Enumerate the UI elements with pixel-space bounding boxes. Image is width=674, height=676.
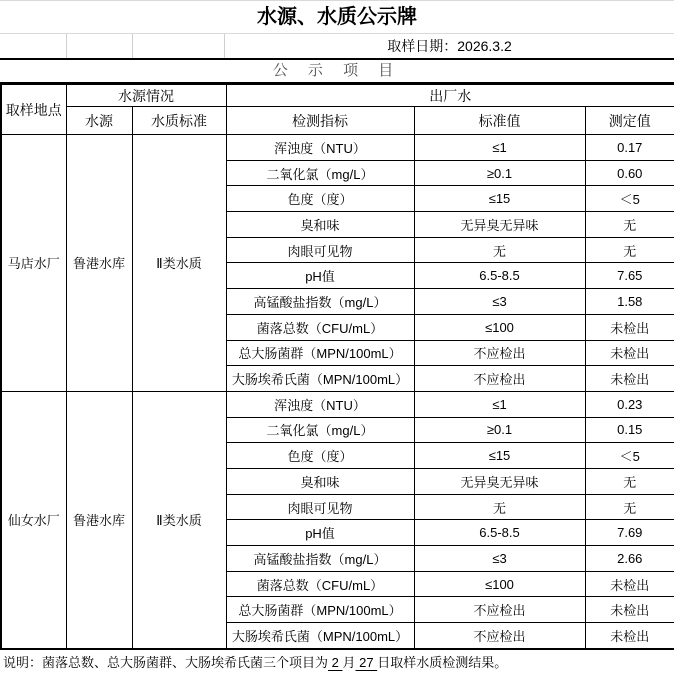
indicator-cell: pH值	[226, 263, 414, 289]
grid-cell	[133, 34, 225, 58]
standard-value-cell: ≤1	[414, 135, 585, 161]
footnote-day-unit: 日	[377, 655, 391, 670]
col-header-outflow-group: 出厂水	[226, 85, 674, 107]
indicator-cell: 二氧化氯（mg/L）	[226, 160, 414, 186]
sample-date-label: 取样日期：	[387, 38, 458, 54]
col-header-source-group: 水源情况	[66, 85, 226, 107]
measured-value-cell: ＜5	[585, 443, 674, 469]
indicator-cell: 总大肠菌群（MPN/100mL）	[226, 597, 414, 623]
water-quality-table	[0, 84, 674, 650]
table-row	[1, 391, 674, 417]
footnote-month-unit: 月	[342, 655, 356, 670]
standard-value-cell: 无异臭无异味	[414, 468, 585, 494]
standard-value-cell: ≥0.1	[414, 160, 585, 186]
measured-value-cell: 0.60	[585, 160, 674, 186]
standard-value-cell: 不应检出	[414, 597, 585, 623]
measured-value-cell: 未检出	[585, 366, 674, 392]
indicator-cell: 色度（度）	[226, 186, 414, 212]
plant-block	[1, 391, 674, 649]
col-header-indicator: 检测指标	[226, 107, 414, 135]
indicator-cell: 色度（度）	[226, 443, 414, 469]
measured-value-cell: 1.58	[585, 289, 674, 315]
standard-value-cell: 不应检出	[414, 340, 585, 366]
indicator-cell: 大肠埃希氏菌（MPN/100mL）	[226, 366, 414, 392]
measured-value-cell: 无	[585, 212, 674, 238]
header-row-groups	[1, 85, 674, 107]
measured-value-cell: 0.17	[585, 135, 674, 161]
standard-value-cell: ≤100	[414, 571, 585, 597]
indicator-cell: 菌落总数（CFU/mL）	[226, 571, 414, 597]
measured-value-cell: ＜5	[585, 186, 674, 212]
indicator-cell: 总大肠菌群（MPN/100mL）	[226, 340, 414, 366]
indicator-cell: 浑浊度（NTU）	[226, 391, 414, 417]
standard-value-cell: 6.5-8.5	[414, 263, 585, 289]
indicator-cell: 二氧化氯（mg/L）	[226, 417, 414, 443]
source-cell: 鲁港水库	[66, 135, 132, 392]
footnote-month-value: 2	[328, 655, 343, 670]
measured-value-cell: 7.69	[585, 520, 674, 546]
measured-value-cell: 0.15	[585, 417, 674, 443]
col-header-measured-value: 测定值	[585, 107, 674, 135]
grid-cell	[67, 34, 133, 58]
standard-value-cell: ≤100	[414, 314, 585, 340]
location-cell: 马店水厂	[1, 135, 66, 392]
measured-value-cell: 未检出	[585, 571, 674, 597]
indicator-cell: 浑浊度（NTU）	[226, 135, 414, 161]
indicator-cell: 大肠埃希氏菌（MPN/100mL）	[226, 623, 414, 649]
measured-value-cell: 2.66	[585, 546, 674, 572]
indicator-cell: 菌落总数（CFU/mL）	[226, 314, 414, 340]
header-row-columns	[1, 107, 674, 135]
standard-value-cell: ≤3	[414, 546, 585, 572]
quality-cell: Ⅱ类水质	[132, 391, 226, 649]
standard-value-cell: 6.5-8.5	[414, 520, 585, 546]
measured-value-cell: 7.65	[585, 263, 674, 289]
standard-value-cell: ≥0.1	[414, 417, 585, 443]
standard-value-cell: 无异臭无异味	[414, 212, 585, 238]
footnote-day-value: 27	[355, 655, 378, 670]
measured-value-cell: 0.23	[585, 391, 674, 417]
measured-value-cell: 未检出	[585, 623, 674, 649]
col-header-source: 水源	[66, 107, 132, 135]
measured-value-cell: 无	[585, 494, 674, 520]
col-header-location: 取样地点	[1, 85, 66, 135]
indicator-cell: pH值	[226, 520, 414, 546]
footnote-suffix: 取样水质检测结果。	[390, 655, 508, 670]
indicator-cell: 臭和味	[226, 468, 414, 494]
standard-value-cell: 无	[414, 237, 585, 263]
table-row	[1, 135, 674, 161]
grid-cell	[0, 34, 67, 58]
sample-date-value: 2026.3.2	[457, 38, 512, 54]
standard-value-cell: 无	[414, 494, 585, 520]
standard-value-cell: 不应检出	[414, 623, 585, 649]
sample-date-row	[0, 34, 674, 58]
standard-value-cell: 不应检出	[414, 366, 585, 392]
quality-cell: Ⅱ类水质	[132, 135, 226, 392]
measured-value-cell: 无	[585, 468, 674, 494]
plant-block	[1, 135, 674, 392]
footnote	[0, 650, 674, 676]
standard-value-cell: ≤15	[414, 443, 585, 469]
table-header	[1, 85, 674, 135]
indicator-cell: 臭和味	[226, 212, 414, 238]
page-title: 水源、水质公示牌	[0, 0, 674, 34]
indicator-cell: 高锰酸盐指数（mg/L）	[226, 289, 414, 315]
measured-value-cell: 无	[585, 237, 674, 263]
standard-value-cell: ≤15	[414, 186, 585, 212]
col-header-quality-standard: 水质标准	[132, 107, 226, 135]
measured-value-cell: 未检出	[585, 340, 674, 366]
indicator-cell: 高锰酸盐指数（mg/L）	[226, 546, 414, 572]
col-header-standard-value: 标准值	[414, 107, 585, 135]
sample-date	[225, 34, 674, 58]
indicator-cell: 肉眼可见物	[226, 237, 414, 263]
source-cell: 鲁港水库	[66, 391, 132, 649]
measured-value-cell: 未检出	[585, 314, 674, 340]
footnote-prefix: 说明：菌落总数、总大肠菌群、大肠埃希氏菌三个项目为	[3, 655, 329, 670]
section-title: 公 示 项 目	[0, 58, 674, 84]
location-cell: 仙女水厂	[1, 391, 66, 649]
measured-value-cell: 未检出	[585, 597, 674, 623]
indicator-cell: 肉眼可见物	[226, 494, 414, 520]
standard-value-cell: ≤3	[414, 289, 585, 315]
standard-value-cell: ≤1	[414, 391, 585, 417]
